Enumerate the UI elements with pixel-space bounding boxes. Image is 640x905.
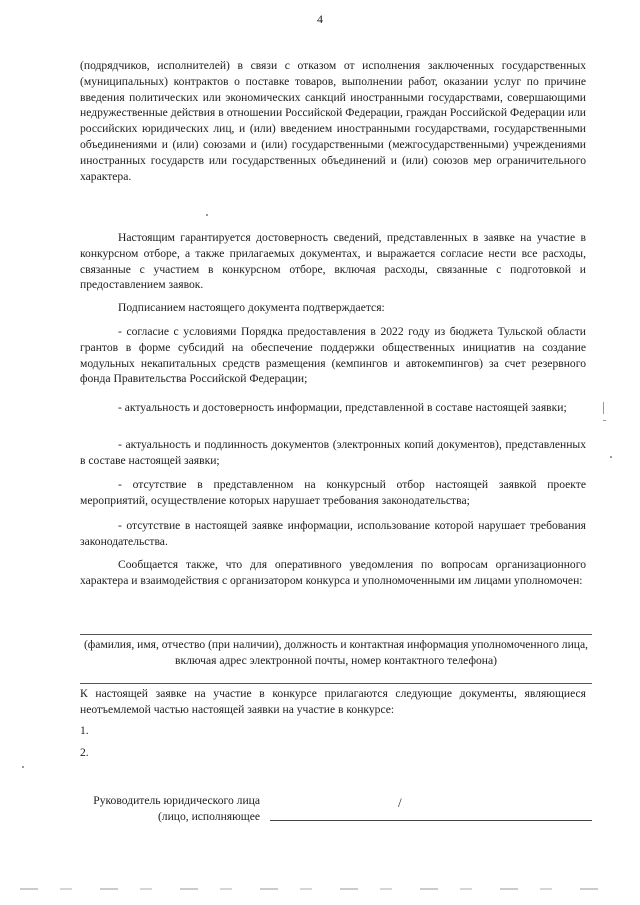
scan-speck	[206, 214, 208, 216]
paragraph-info-relevance: - актуальность и достоверность информации, представленной в составе настоящей заявки;	[118, 401, 567, 414]
signature-separator: /	[398, 795, 402, 810]
signer-role-label: Руководитель юридического лица (лицо, исполняющее	[93, 794, 260, 823]
scan-edge-noise	[20, 888, 620, 890]
paragraph-no-violations: - отсутствие в представленном на конкурсный отбор настоящей заявкой проекте мероприятий, осуществление которых нарушает требования законодательства;	[80, 478, 586, 507]
fill-line-authorized	[80, 634, 592, 635]
paragraph-sanctions: (подрядчиков, исполнителей) в связи с отказом от исполнения заключенных государственных (муниципальных) контрактов о поставке товаров, выполнении работ, оказании услуг по причине введения политических или экономических санкций иностранными государствами, совершающими недружественные действия в отношении Российской Федерации, граждан Российской Федерации или российских юридических лиц, и (или) введением иностранными государствами, государственными объединениями и (или) союзами и (или) государственными (межгосударственными) учреждениями иностранных государств или государственных объединений и (или) союзов мер ограничительного характера.	[80, 59, 586, 183]
scan-speck	[603, 420, 606, 421]
signature-line	[270, 820, 592, 821]
attachment-item: 2.	[80, 746, 89, 759]
fill-line-caption-bottom	[80, 683, 592, 684]
scan-speck	[603, 402, 604, 414]
paragraph-confirmation-intro: Подписанием настоящего документа подтверждается:	[118, 301, 385, 314]
paragraph-no-prohibited-info: - отсутствие в настоящей заявке информации, использование которой нарушает требования законодательства.	[80, 519, 586, 548]
paragraph-attachments: К настоящей заявке на участие в конкурсе прилагаются следующие документы, являющиеся неотъемлемой частью настоящей заявки на участие в конкурсе:	[80, 687, 586, 716]
paragraph-consent-terms: - согласие с условиями Порядка предоставления в 2022 году из бюджета Тульской области грантов в форме субсидий на обеспечение поддержки общественных инициатив на создание модульных некапитальных средств размещения (кемпингов и автокемпингов) за счет резервного фонда Правительства Российской Федерации;	[80, 325, 586, 386]
attachment-item: 1.	[80, 724, 89, 737]
paragraph-authorized-person: Сообщается также, что для оперативного уведомления по вопросам организационного характера и взаимодействия с организатором конкурса и уполномоченными им лицами уполномочен:	[80, 558, 586, 587]
scan-speck	[610, 456, 612, 458]
authorized-person-caption: (фамилия, имя, отчество (при наличии), должность и контактная информация уполномоченного лица, включая адрес электронной почты, номер контактного телефона)	[83, 638, 589, 667]
scan-speck	[22, 766, 24, 768]
page-number: 4	[317, 12, 323, 26]
paragraph-doc-authenticity: - актуальность и подлинность документов (электронных копий документов), представленных в составе настоящей заявки;	[80, 438, 586, 467]
paragraph-guarantee: Настоящим гарантируется достоверность сведений, представленных в заявке на участие в конкурсном отборе, а также прилагаемых документах, и выражается согласие нести все расходы, связанные с участием в конкурсном отборе, включая расходы, связанные с подготовкой и предоставлением заявок.	[80, 231, 586, 292]
